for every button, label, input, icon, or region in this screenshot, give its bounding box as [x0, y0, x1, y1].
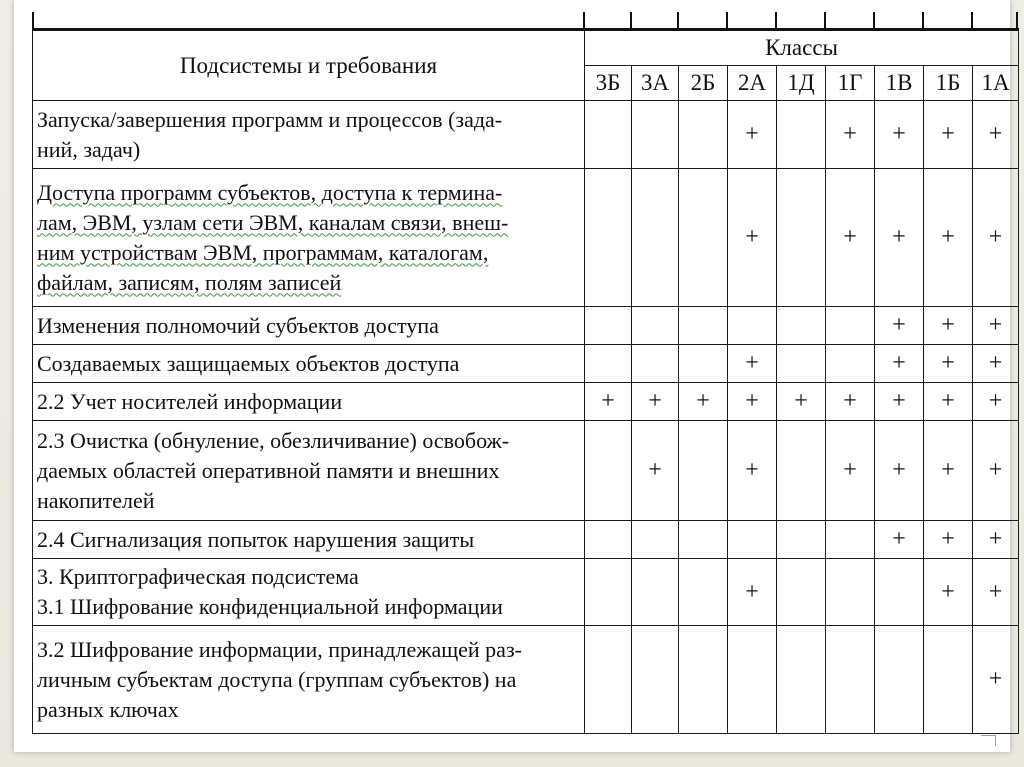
class-mark-cell — [679, 421, 728, 521]
requirement-line: Запуска/завершения программ и процессов (зада- — [37, 106, 503, 132]
requirement-line: разных ключах — [37, 696, 179, 722]
class-mark-cell — [585, 421, 632, 521]
class-mark-cell — [632, 521, 679, 559]
class-mark-cell: + — [875, 421, 924, 521]
class-mark-cell — [679, 101, 728, 169]
class-mark-cell: + — [875, 307, 924, 345]
page-corner-mark — [981, 735, 996, 746]
class-mark-cell: + — [973, 559, 1019, 626]
class-header: 1Д — [777, 66, 826, 101]
class-mark-cell — [585, 169, 632, 307]
table-row — [33, 345, 1019, 383]
class-mark-cell — [826, 307, 875, 345]
requirement-text — [33, 421, 585, 521]
document-page — [14, 0, 1010, 752]
class-mark-cell: + — [679, 383, 728, 421]
class-mark-cell — [875, 626, 924, 734]
table-row — [33, 383, 1019, 421]
class-mark-cell — [826, 521, 875, 559]
class-mark-cell: + — [924, 383, 973, 421]
class-mark-cell: + — [973, 101, 1019, 169]
class-mark-cell: + — [924, 101, 973, 169]
class-mark-cell: + — [875, 521, 924, 559]
class-mark-cell: + — [875, 345, 924, 383]
class-mark-cell: + — [973, 521, 1019, 559]
table-row — [33, 307, 1019, 345]
requirement-text — [33, 559, 585, 626]
class-mark-cell — [632, 307, 679, 345]
class-mark-cell: + — [875, 383, 924, 421]
class-mark-cell: + — [875, 101, 924, 169]
class-mark-cell — [924, 626, 973, 734]
requirement-text — [33, 101, 585, 169]
class-mark-cell — [585, 521, 632, 559]
class-mark-cell — [679, 169, 728, 307]
class-mark-cell — [777, 101, 826, 169]
class-mark-cell — [585, 626, 632, 734]
class-mark-cell — [826, 626, 875, 734]
class-header: 3А — [632, 66, 679, 101]
class-mark-cell: + — [973, 169, 1019, 307]
class-header: 2А — [728, 66, 777, 101]
requirement-line: накопителей — [37, 487, 155, 513]
class-mark-cell: + — [973, 345, 1019, 383]
requirement-text — [33, 383, 585, 421]
class-mark-cell — [632, 626, 679, 734]
class-mark-cell — [777, 559, 826, 626]
class-mark-cell — [632, 101, 679, 169]
table-row — [33, 169, 1019, 307]
class-mark-cell: + — [924, 421, 973, 521]
class-mark-cell: + — [924, 169, 973, 307]
requirement-text — [33, 626, 585, 734]
class-mark-cell — [826, 345, 875, 383]
table-row — [33, 559, 1019, 626]
previous-table-column-stubs — [32, 0, 1018, 28]
class-mark-cell: + — [924, 345, 973, 383]
class-mark-cell — [632, 345, 679, 383]
class-mark-cell — [679, 345, 728, 383]
class-mark-cell: + — [826, 421, 875, 521]
header-classes: Классы — [585, 30, 1019, 66]
class-mark-cell — [679, 521, 728, 559]
class-mark-cell: + — [585, 383, 632, 421]
requirement-text — [33, 307, 585, 345]
class-mark-cell — [777, 169, 826, 307]
class-mark-cell: + — [826, 101, 875, 169]
class-mark-cell: + — [973, 383, 1019, 421]
requirement-line: 2.2 Учет носителей информации — [37, 388, 343, 414]
requirement-text — [33, 521, 585, 559]
class-mark-cell — [585, 559, 632, 626]
class-mark-cell — [728, 521, 777, 559]
class-mark-cell: + — [632, 421, 679, 521]
class-mark-cell — [679, 626, 728, 734]
requirement-line: файлам, записям, полям записей — [37, 269, 342, 295]
requirement-line: лам, ЭВМ, узлам сети ЭВМ, каналам связи, внеш- — [37, 209, 509, 235]
class-mark-cell — [728, 307, 777, 345]
class-mark-cell: + — [875, 169, 924, 307]
class-mark-cell — [777, 421, 826, 521]
class-mark-cell: + — [826, 169, 875, 307]
class-mark-cell: + — [728, 559, 777, 626]
requirement-line: Доступа программ субъектов, доступа к термина- — [37, 179, 503, 205]
table-row — [33, 421, 1019, 521]
class-mark-cell: + — [728, 383, 777, 421]
requirement-line: 2.4 Сигнализация попыток нарушения защиты — [37, 526, 475, 552]
class-mark-cell: + — [728, 421, 777, 521]
requirement-line: личным субъектам доступа (группам субъектов) на — [37, 666, 517, 692]
class-mark-cell: + — [924, 521, 973, 559]
requirement-line: 3.2 Шифрование информации, принадлежащей раз- — [37, 636, 522, 662]
requirement-text — [33, 169, 585, 307]
table-row — [33, 101, 1019, 169]
requirement-text — [33, 345, 585, 383]
class-mark-cell: + — [973, 307, 1019, 345]
requirements-table — [32, 28, 1019, 734]
class-mark-cell — [632, 559, 679, 626]
class-mark-cell — [777, 307, 826, 345]
class-mark-cell — [777, 345, 826, 383]
class-mark-cell: + — [973, 626, 1019, 734]
table-row — [33, 521, 1019, 559]
class-mark-cell — [777, 626, 826, 734]
requirement-line: Изменения полномочий субъектов доступа — [37, 312, 439, 338]
requirement-line: Создаваемых защищаемых объектов доступа — [37, 350, 460, 376]
requirements-body — [33, 101, 1019, 734]
class-mark-cell: + — [728, 345, 777, 383]
class-mark-cell — [826, 559, 875, 626]
class-mark-cell: + — [924, 559, 973, 626]
table-row — [33, 626, 1019, 734]
header-subsystems: Подсистемы и требования — [33, 30, 585, 101]
requirement-line: 2.3 Очистка (обнуление, обезличивание) освобож- — [37, 427, 510, 453]
class-mark-cell: + — [777, 383, 826, 421]
class-header: 2Б — [679, 66, 728, 101]
requirement-line: 3.1 Шифрование конфиденциальной информации — [37, 594, 503, 619]
class-mark-cell — [728, 626, 777, 734]
class-header: 1Б — [924, 66, 973, 101]
class-mark-cell: + — [728, 169, 777, 307]
class-mark-cell — [632, 169, 679, 307]
class-header: 1В — [875, 66, 924, 101]
class-mark-cell — [679, 307, 728, 345]
class-mark-cell: + — [632, 383, 679, 421]
class-header: 1Г — [826, 66, 875, 101]
class-mark-cell: + — [973, 421, 1019, 521]
class-mark-cell: + — [728, 101, 777, 169]
class-mark-cell: + — [924, 307, 973, 345]
class-mark-cell — [777, 521, 826, 559]
class-header: 1А — [973, 66, 1019, 101]
class-header: 3Б — [585, 66, 632, 101]
class-mark-cell — [585, 101, 632, 169]
class-mark-cell — [585, 345, 632, 383]
requirement-line: ний, задач) — [37, 136, 141, 162]
requirement-line: даемых областей оперативной памяти и внешних — [37, 457, 500, 483]
class-mark-cell — [875, 559, 924, 626]
requirement-line: 3. Криптографическая подсистема — [37, 564, 359, 589]
requirement-line: ним устройствам ЭВМ, программам, каталогам, — [37, 239, 489, 265]
class-mark-cell — [585, 307, 632, 345]
class-mark-cell — [679, 559, 728, 626]
class-mark-cell: + — [826, 383, 875, 421]
